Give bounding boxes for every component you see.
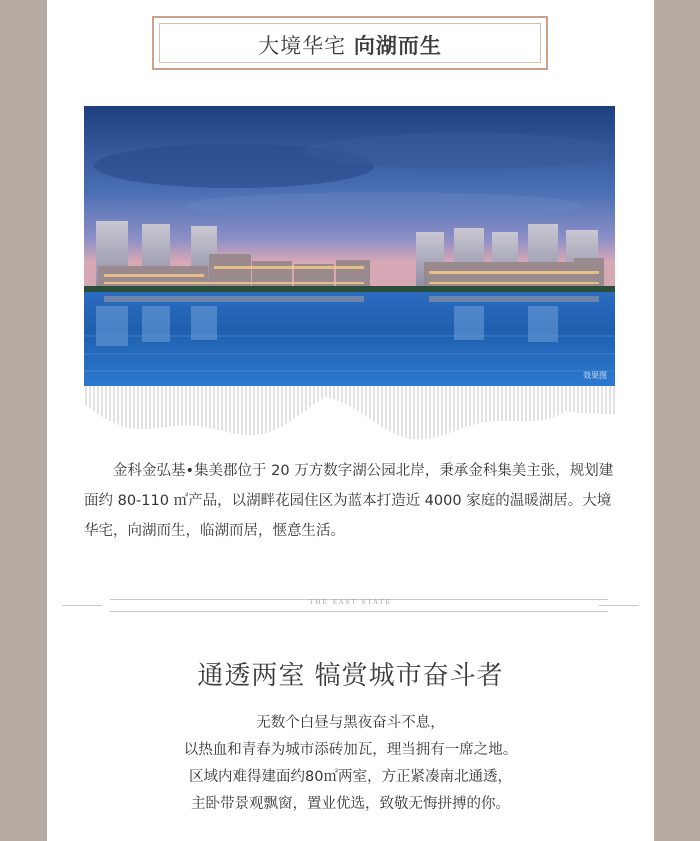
body-line: 以热血和青春为城市添砖加瓦，理当拥有一席之地。: [183, 742, 518, 758]
intro-paragraph: 金科金弘基•集美郡位于 20 万方数字湖公园北岸，秉承金科集美主张，规划建面约 80-110 ㎡产品，以湖畔花园住区为蓝本打造近 4000 家庭的温暖湖居。大境华宅，向湖而生，临湖而居，惬意生活。: [84, 463, 614, 539]
decorative-comb-lines: [84, 386, 615, 446]
body-line: 主卧带景观飘窗，置业优选，致敬无悔拼搏的你。: [191, 796, 510, 812]
lakeside-rendering-image: [84, 106, 615, 386]
divider-caption: THE EAST STATE: [309, 599, 392, 606]
title-frame: [152, 16, 548, 70]
right-side-panel: [654, 0, 700, 841]
section-divider: [62, 596, 639, 614]
cityscape-illustration: [84, 106, 615, 386]
body-line: 区域内难得建面约80㎡两室，方正紧凑南北通透，: [189, 769, 512, 785]
body-line: 无数个白昼与黑夜奋斗不息，: [256, 715, 445, 731]
left-side-panel: [0, 0, 47, 841]
image-caption: 效果图: [583, 371, 607, 380]
article-page: [47, 0, 654, 841]
page-title: 大境华宅 向湖而生: [258, 34, 442, 58]
section-heading: 通透两室 犒赏城市奋斗者: [197, 661, 504, 691]
section-body: [47, 710, 654, 818]
